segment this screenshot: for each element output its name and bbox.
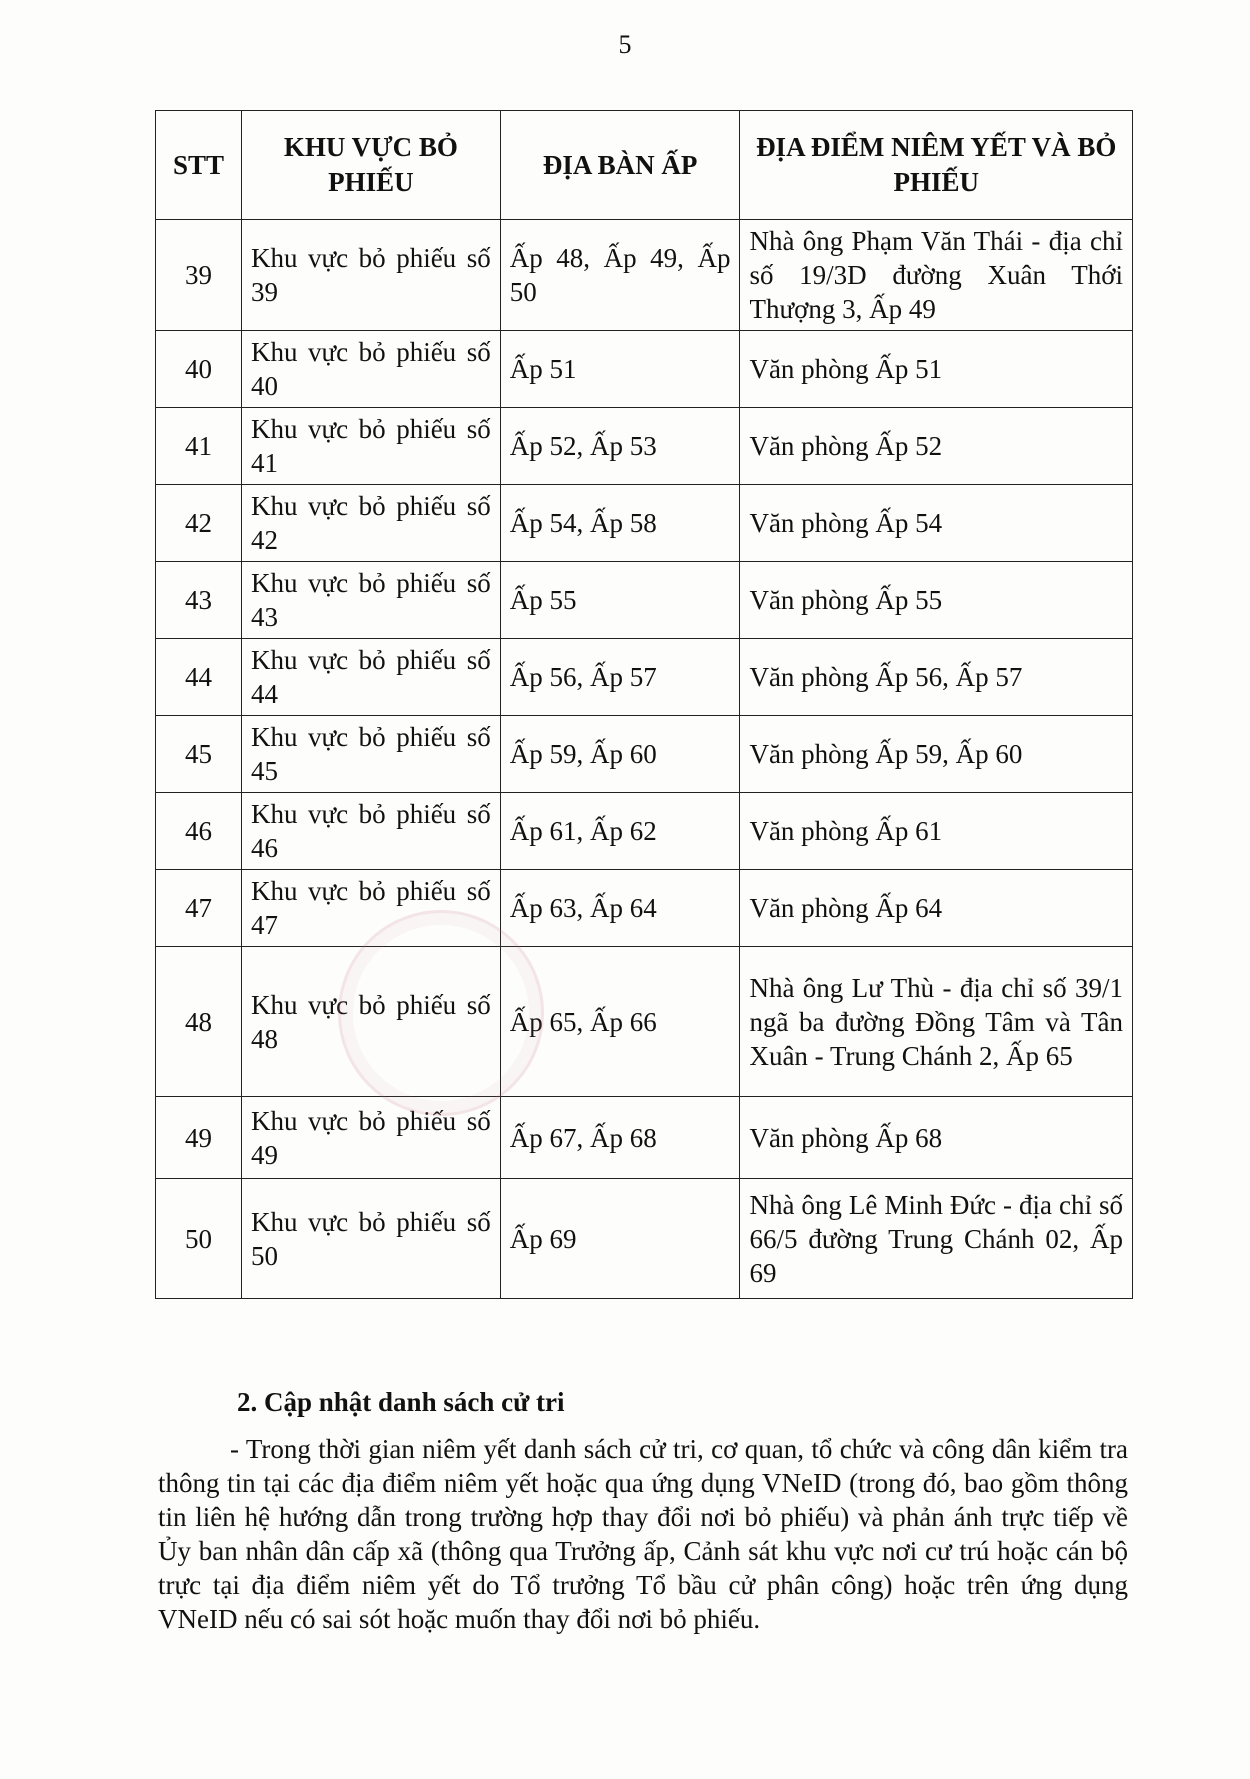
cell-location: Nhà ông Phạm Văn Thái - địa chỉ số 19/3D đường Xuân Thới Thượng 3, Ấp 49 [740,220,1133,331]
cell-location: Văn phòng Ấp 52 [740,408,1133,485]
cell-location: Nhà ông Lư Thù - địa chỉ số 39/1 ngã ba đường Đồng Tâm và Tân Xuân - Trung Chánh 2, Ấp 65 [740,947,1133,1097]
cell-stt: 43 [156,562,242,639]
cell-stt: 46 [156,793,242,870]
header-hamlets: ĐỊA BÀN ẤP [500,111,740,220]
cell-hamlets: Ấp 61, Ấp 62 [500,793,740,870]
cell-location: Văn phòng Ấp 59, Ấp 60 [740,716,1133,793]
cell-stt: 47 [156,870,242,947]
cell-location: Văn phòng Ấp 51 [740,331,1133,408]
table-row [156,1097,1133,1179]
table-row [156,870,1133,947]
table-row [156,562,1133,639]
cell-stt: 49 [156,1097,242,1179]
cell-hamlets: Ấp 59, Ấp 60 [500,716,740,793]
cell-hamlets: Ấp 51 [500,331,740,408]
table-row [156,408,1133,485]
cell-stt: 44 [156,639,242,716]
cell-hamlets: Ấp 63, Ấp 64 [500,870,740,947]
table-row [156,331,1133,408]
cell-hamlets: Ấp 67, Ấp 68 [500,1097,740,1179]
cell-stt: 45 [156,716,242,793]
table-row [156,485,1133,562]
header-location: ĐỊA ĐIỂM NIÊM YẾT VÀ BỎ PHIẾU [740,111,1133,220]
cell-hamlets: Ấp 69 [500,1179,740,1299]
header-voting-area: KHU VỰC BỎ PHIẾU [241,111,500,220]
cell-voting-area: Khu vực bỏ phiếu số 45 [241,716,500,793]
page-number: 5 [618,30,632,59]
cell-voting-area: Khu vực bỏ phiếu số 48 [241,947,500,1097]
cell-stt: 40 [156,331,242,408]
cell-hamlets: Ấp 52, Ấp 53 [500,408,740,485]
cell-stt: 41 [156,408,242,485]
cell-location: Văn phòng Ấp 56, Ấp 57 [740,639,1133,716]
cell-location: Văn phòng Ấp 54 [740,485,1133,562]
cell-voting-area: Khu vực bỏ phiếu số 49 [241,1097,500,1179]
body-paragraph: - Trong thời gian niêm yết danh sách cử tri, cơ quan, tổ chức và công dân kiểm tra thông tin tại các địa điểm niêm yết hoặc qua ứng dụng VNeID (trong đó, bao gồm thông tin liên hệ hướng dẫn trong trường hợp thay đổi nơi bỏ phiếu) và phản ánh trực tiếp về Ủy ban nhân dân cấp xã (thông qua Trưởng ấp, Cảnh sát khu vực nơi cư trú hoặc cán bộ trực tại địa điểm niêm yết do Tổ trưởng Tổ bầu cử phân công) hoặc trên ứng dụng VNeID nếu có sai sót hoặc muốn thay đổi nơi bỏ phiếu. [158,1434,1128,1634]
cell-stt: 39 [156,220,242,331]
table-row [156,220,1133,331]
cell-location: Văn phòng Ấp 61 [740,793,1133,870]
cell-hamlets: Ấp 65, Ấp 66 [500,947,740,1097]
cell-location: Văn phòng Ấp 64 [740,870,1133,947]
cell-voting-area: Khu vực bỏ phiếu số 41 [241,408,500,485]
table-row [156,947,1133,1097]
cell-voting-area: Khu vực bỏ phiếu số 40 [241,331,500,408]
cell-stt: 42 [156,485,242,562]
cell-hamlets: Ấp 54, Ấp 58 [500,485,740,562]
cell-voting-area: Khu vực bỏ phiếu số 39 [241,220,500,331]
cell-stt: 50 [156,1179,242,1299]
cell-hamlets: Ấp 48, Ấp 49, Ấp 50 [500,220,740,331]
cell-voting-area: Khu vực bỏ phiếu số 50 [241,1179,500,1299]
cell-location: Nhà ông Lê Minh Đức - địa chỉ số 66/5 đường Trung Chánh 02, Ấp 69 [740,1179,1133,1299]
cell-voting-area: Khu vực bỏ phiếu số 43 [241,562,500,639]
voting-areas-table [155,110,1133,1299]
table-row [156,793,1133,870]
cell-location: Văn phòng Ấp 68 [740,1097,1133,1179]
cell-voting-area: Khu vực bỏ phiếu số 42 [241,485,500,562]
cell-location: Văn phòng Ấp 55 [740,562,1133,639]
cell-hamlets: Ấp 56, Ấp 57 [500,639,740,716]
section-heading: 2. Cập nhật danh sách cử tri [237,1387,565,1417]
cell-voting-area: Khu vực bỏ phiếu số 46 [241,793,500,870]
cell-voting-area: Khu vực bỏ phiếu số 44 [241,639,500,716]
table-header-row [156,111,1133,220]
cell-stt: 48 [156,947,242,1097]
header-stt: STT [156,111,242,220]
cell-hamlets: Ấp 55 [500,562,740,639]
cell-voting-area: Khu vực bỏ phiếu số 47 [241,870,500,947]
table-row [156,716,1133,793]
table-row [156,639,1133,716]
table-row [156,1179,1133,1299]
